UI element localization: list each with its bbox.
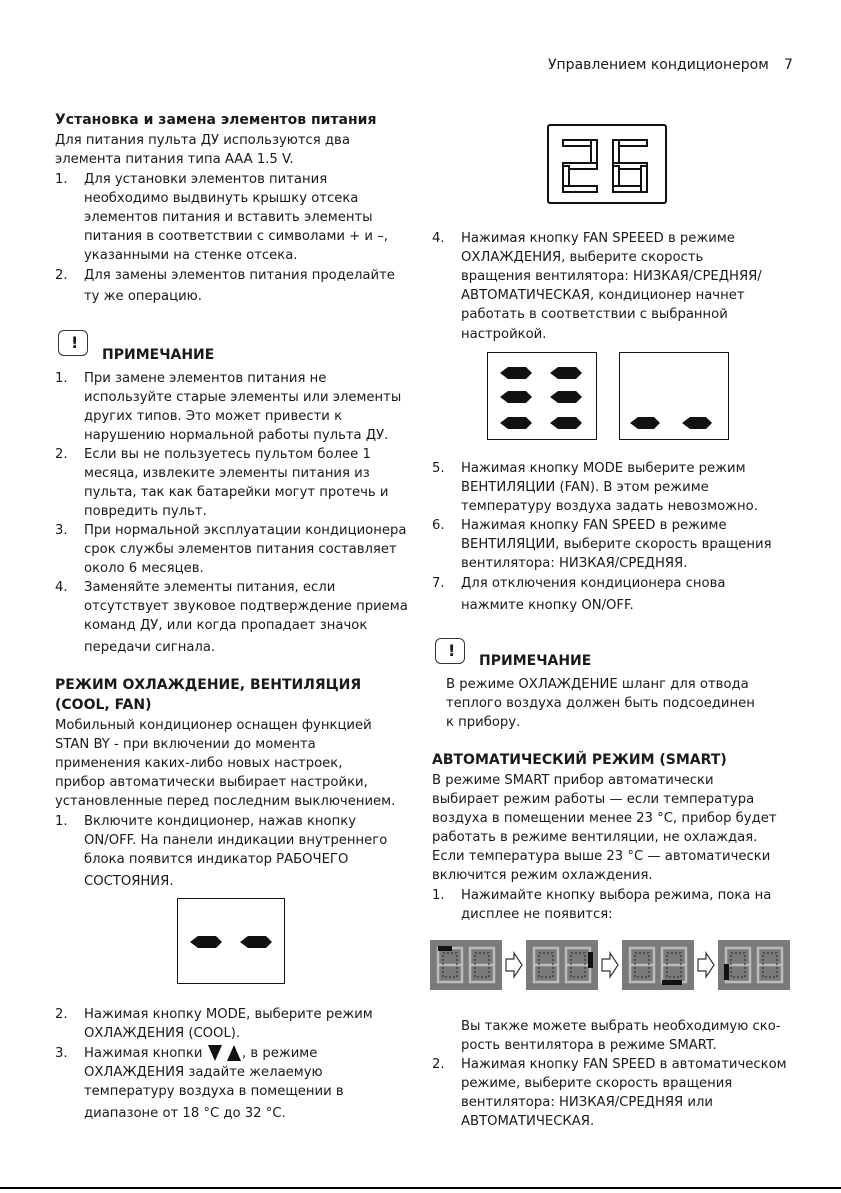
list-number: 4. [55,580,68,595]
cooling-section-title: (COOL, FAN) [55,697,152,713]
list-item-line: Включите кондиционер, нажав кнопку [84,814,357,829]
arrow-right-icon [602,953,618,977]
auto-intro-line: работать в режиме вентиляции, не охлаждая. [432,830,758,845]
note-title: ПРИМЕЧАНИЕ [479,653,592,669]
list-item-line: работать в соответствии с выбранной [461,307,728,322]
list-number: 2. [55,1007,68,1022]
list-item-line: необходимо выдвинуть крышку отсека [84,191,359,206]
smart-mode-frame [718,940,790,990]
arrow-right-icon [506,953,522,977]
list-item-line: передачи сигнала. [84,640,216,655]
page-bottom-rule [0,1187,841,1189]
note-line: к прибору. [446,715,521,730]
list-item-line: Нажимая кнопку FAN SPEEED в режиме [461,231,735,246]
battery-intro-line: элемента питания типа AAA 1.5 V. [55,152,294,167]
list-item-line: команд ДУ, или когда пропадает значок [84,618,368,633]
fan-speed-bars-icon [488,353,598,441]
list-item-line: повредить пульт. [84,504,207,519]
list-item-line: нажмите кнопку ON/OFF. [461,598,634,613]
list-item-line: отсутствует звуковое подтверждение приема [84,599,408,614]
list-number: 2. [55,268,68,283]
cooling-intro-line: установленные перед последним выключением. [55,794,396,809]
list-item-line: настройкой. [461,327,547,342]
list-item-line: срок службы элементов питания составляет [84,542,397,557]
list-item-line: ОХЛАЖДЕНИЯ задайте желаемую [84,1065,323,1080]
list-item-line: ВЕНТИЛЯЦИИ, выберите скорость вращения [461,537,772,552]
list-item-line: температуру воздуха в помещении в [84,1084,344,1099]
list-number: 5. [432,461,445,476]
list-item-line: дисплее не появится: [461,907,613,922]
list-item-line: около 6 месяцев. [84,561,204,576]
auto-after-line: Вы также можете выбрать необходимую ско- [461,1019,781,1034]
warning-icon: ! [435,638,465,664]
list-item-line: При нормальной эксплуатации кондиционера [84,523,407,538]
list-item-line: СОСТОЯНИЯ. [84,874,174,889]
digit-segment [563,186,597,192]
auto-intro-line: воздуха в помещении менее 23 °C, прибор будет [432,811,777,826]
list-item-line: АВТОМАТИЧЕСКАЯ. [461,1114,595,1129]
list-item-line: Для установки элементов питания [84,172,328,187]
list-number: 1. [55,172,68,187]
list-item-line: питания в соответствии с символами + и –, [84,229,388,244]
list-item-line: При замене элементов питания не [84,371,327,386]
list-item-line: других типов. Это может привести к [84,409,343,424]
list-item-line: диапазоне от 18 °C до 32 °C. [84,1106,286,1121]
smart-mode-frame [430,940,502,990]
list-item-line: Нажимая кнопки [84,1046,203,1061]
list-item-line: месяца, извлеките элементы питания из [84,466,370,481]
list-item-line: Для замены элементов питания проделайте [84,268,395,283]
list-number: 7. [432,576,445,591]
seven-segment-digits [549,126,669,206]
list-item-line: ON/OFF. На панели индикации внутреннего [84,833,388,848]
smart-mode-frame [526,940,598,990]
list-number: 6. [432,518,445,533]
list-item-line: Нажимая кнопку MODE выберите режим [461,461,746,476]
list-number: 1. [55,814,68,829]
running-header: Управлением кондиционером [548,57,769,73]
cooling-intro-line: применения каких-либо новых настроек, [55,756,343,771]
list-item-line: Нажимая кнопку FAN SPEED в режиме [461,518,727,533]
smart-mode-frame [622,940,694,990]
list-item-line: указанными на стенке отсека. [84,248,298,263]
list-item-line: вращения вентилятора: НИЗКАЯ/СРЕДНЯЯ/ [461,269,762,284]
battery-section-title: Установка и замена элементов питания [55,112,377,128]
note-title: ПРИМЕЧАНИЕ [102,347,215,363]
auto-after-line: рость вентилятора в режиме SMART. [461,1038,717,1053]
list-number: 2. [55,447,68,462]
arrow-right-icon [698,953,714,977]
auto-intro-line: В режиме SMART прибор автоматически [432,773,714,788]
list-item-line: блока появится индикатор РАБОЧЕГО [84,852,349,867]
list-number: 4. [432,231,445,246]
list-item-line: элементов питания и вставить элементы [84,210,373,225]
list-item-line: ту же операцию. [84,289,202,304]
list-item-line: Если вы не пользуетесь пультом более 1 [84,447,371,462]
list-item-line: вентилятора: НИЗКАЯ/СРЕДНЯЯ или [461,1095,713,1110]
digit-segment [641,166,647,192]
list-item-line: используйте старые элементы или элементы [84,390,402,405]
list-item-line: вентилятора: НИЗКАЯ/СРЕДНЯЯ. [461,556,688,571]
status-indicator-icon [178,899,286,985]
fan-speed-low-display [619,352,729,440]
list-item-line: нарушению нормальной работы пульта ДУ. [84,428,389,443]
temperature-display [547,124,667,204]
list-item-line: ОХЛАЖДЕНИЯ, выберите скорость [461,250,704,265]
cooling-intro-line: прибор автоматически выбирает настройки, [55,775,368,790]
list-item-line: Нажимая кнопку MODE, выберите режим [84,1007,373,1022]
list-item-line: Нажимайте кнопку выбора режима, пока на [461,888,772,903]
list-item-line: температуру воздуха задать невозможно. [461,499,758,514]
note-line: В режиме ОХЛАЖДЕНИЕ шланг для отвода [446,677,749,692]
page-number: 7 [784,57,793,73]
list-number: 3. [55,523,68,538]
smart-mode-sequence [430,940,790,992]
list-item-line: , в режиме [242,1046,318,1061]
auto-intro-line: выбирает режим работы — если температура [432,792,755,807]
cooling-section-title: РЕЖИМ ОХЛАЖДЕНИЕ, ВЕНТИЛЯЦИЯ [55,677,362,693]
list-item-line: пульта, так как батарейки могут протечь и [84,485,389,500]
list-item-line: режиме, выберите скорость вращения [461,1076,733,1091]
auto-section-title: АВТОМАТИЧЕСКИЙ РЕЖИМ (SMART) [432,752,727,768]
list-item-line: ВЕНТИЛЯЦИИ (FAN). В этом режиме [461,480,709,495]
list-item-line: Заменяйте элементы питания, если [84,580,336,595]
fan-speed-high-display [487,352,597,440]
list-item-line: Для отключения кондиционера снова [461,576,726,591]
status-indicator-display [177,898,285,984]
auto-intro-line: Если температура выше 23 °C — автоматически [432,849,771,864]
list-item-line: Нажимая кнопку FAN SPEED в автоматическом [461,1057,787,1072]
fan-speed-bars-icon [620,353,730,441]
cooling-intro-line: Мобильный кондиционер оснащен функцией [55,718,372,733]
list-number: 2. [432,1057,445,1072]
list-number: 1. [432,888,445,903]
auto-intro-line: включится режим охлаждения. [432,868,653,883]
battery-intro-line: Для питания пульта ДУ используются два [55,133,350,148]
warning-icon: ! [58,330,88,356]
list-item-line: ОХЛАЖДЕНИЯ (COOL). [84,1026,241,1041]
cooling-intro-line: STAN BY - при включении до момента [55,737,316,752]
list-number: 1. [55,371,68,386]
note-line: теплого воздуха должен быть подсоединен [446,696,755,711]
list-item-line: АВТОМАТИЧЕСКАЯ, кондиционер начнет [461,288,745,303]
list-number: 3. [55,1046,68,1061]
